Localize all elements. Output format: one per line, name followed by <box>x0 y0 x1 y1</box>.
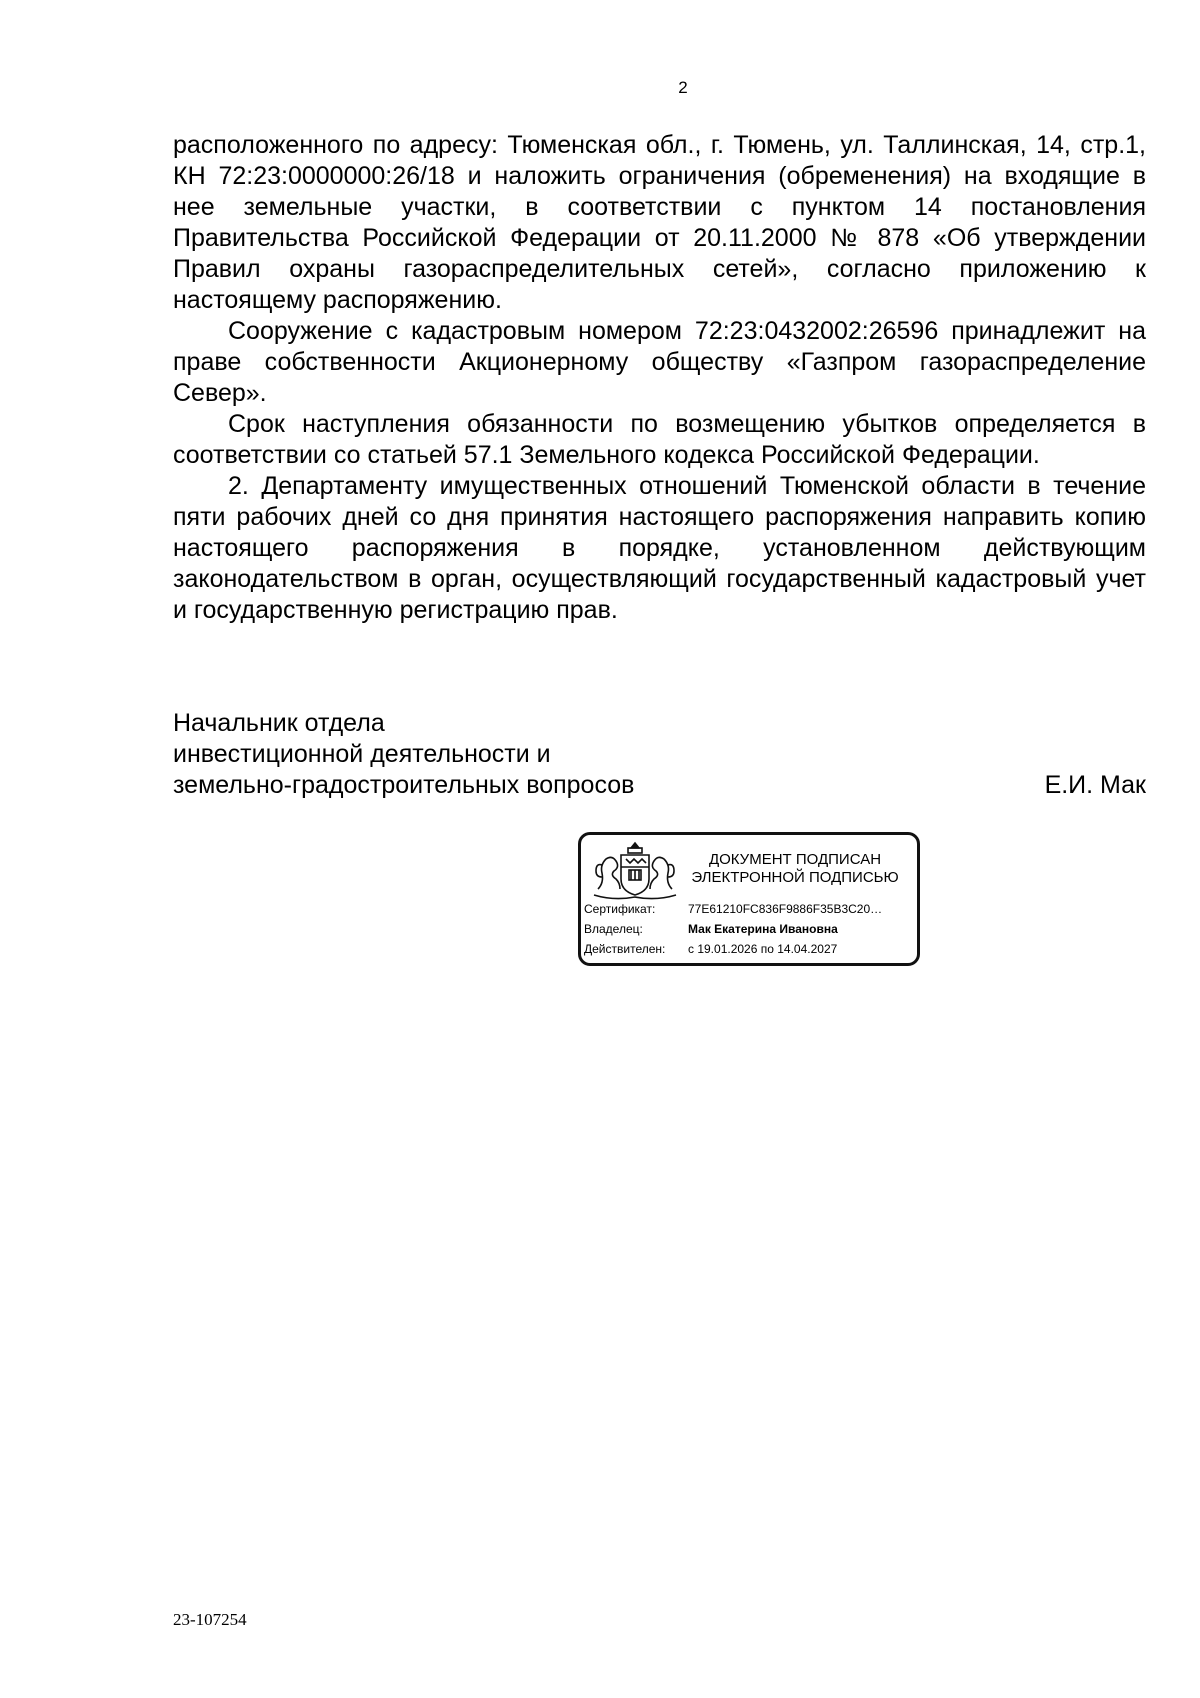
stamp-title-line: ЭЛЕКТРОННОЙ ПОДПИСЬЮ <box>691 869 899 886</box>
validity-label: Действителен: <box>584 942 666 956</box>
owner-label: Владелец: <box>584 922 643 936</box>
stamp-title <box>675 851 915 887</box>
certificate-value: 77E61210FC836F9886F35B3C20… <box>688 902 883 916</box>
stamp-validity-row <box>584 942 837 956</box>
signer-position-line: Начальник отдела <box>173 709 385 737</box>
paragraph-item-2: 2. Департаменту имущественных отношений Тюменской области в течение пяти рабочих дней со дня принятия настоящего распоряжения направить копию настоящего распоряжения в порядке, установленном действующим законодательством в орган, осуществляющий государственный кадастровый учет и государственную регистрацию прав. <box>173 472 1146 624</box>
signature-block <box>173 708 1146 801</box>
stamp-owner-row <box>584 922 838 936</box>
electronic-signature-stamp <box>578 832 920 966</box>
coat-of-arms-icon <box>590 839 680 901</box>
certificate-label: Сертификат: <box>584 902 656 916</box>
paragraph-continuation: расположенного по адресу: Тюменская обл., г. Тюмень, ул. Таллинская, 14, стр.1, КН 72:23:0000000:26/18 и наложить ограничения (обременения) на входящие в нее земельные участки, в соответствии с пунктом 14 постановления Правительства Российской Федерации от 20.11.2000 № 878 «Об утверждении Правил охраны газораспределительных сетей», согласно приложению к настоящему распоряжению. <box>173 131 1146 314</box>
paragraph-compensation-term: Срок наступления обязанности по возмещению убытков определяется в соответствии со статьей 57.1 Земельного кодекса Российской Федерации. <box>173 410 1146 469</box>
validity-value: с 19.01.2026 по 14.04.2027 <box>688 942 838 956</box>
owner-value: Мак Екатерина Ивановна <box>688 922 838 936</box>
document-code: 23-107254 <box>173 1610 247 1629</box>
stamp-certificate-row <box>584 902 882 916</box>
page-number: 2 <box>678 78 688 97</box>
paragraph-ownership: Сооружение с кадастровым номером 72:23:0432002:26596 принадлежит на праве собственности Акционерному обществу «Газпром газораспределение Север». <box>173 317 1146 407</box>
signer-position-line: земельно-градостроительных вопросов <box>173 771 635 799</box>
signer-name: Е.И. Мак <box>1044 771 1146 799</box>
signer-position-line: инвестиционной деятельности и <box>173 740 551 768</box>
stamp-title-line: ДОКУМЕНТ ПОДПИСАН <box>708 851 882 868</box>
document-body <box>173 130 1146 626</box>
